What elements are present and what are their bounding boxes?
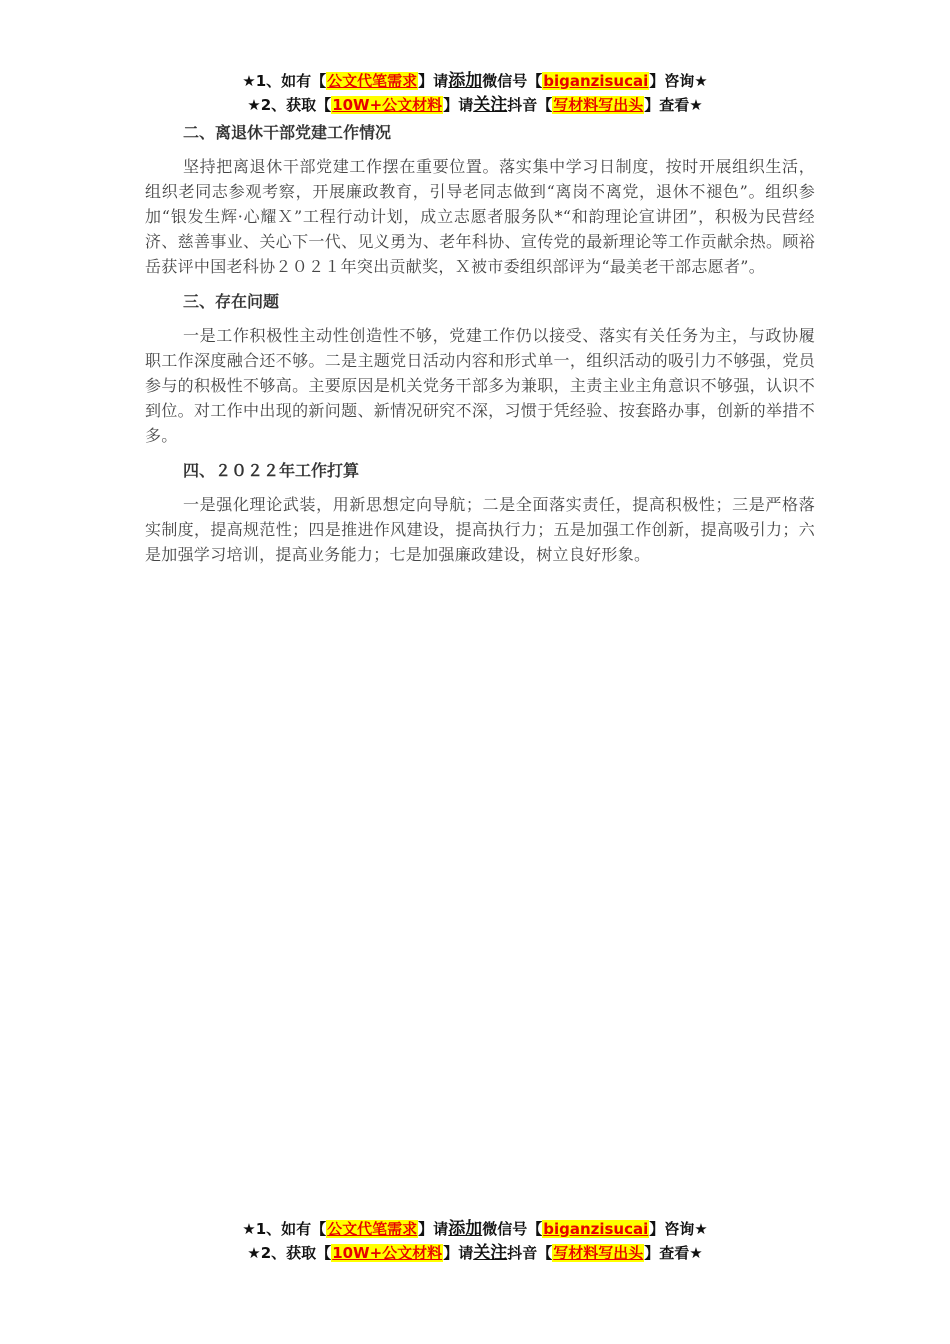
- section-paragraph: 坚持把离退休干部党建工作摆在重要位置。落实集中学习日制度，按时开展组织生活，组织老同志参观考察，开展廉政教育，引导老同志做到“离岗不离党，退休不褪色”。组织参加“银发生辉·心耀Ｘ”工程行动计划，成立志愿者服务队*“和韵理论宣讲团”，积极为民营经济、慈善事业、关心下一代、见义勇为、老年科协、宣传党的最新理论等工作贡献余热。顾裕岳获评中国老科协２０２１年突出贡献奖，Ｘ被市委组织部评为“最美老干部志愿者”。: [145, 157, 815, 276]
- bottom-banner: [0, 1217, 950, 1265]
- section-paragraph: 一是强化理论武装，用新思想定向导航；二是全面落实责任，提高积极性；三是严格落实制度，提高规范性；四是推进作风建设，提高执行力；五是加强工作创新，提高吸引力；六是加强学习培训，提高业务能力；七是加强廉政建设，树立良好形象。: [145, 495, 815, 564]
- banner-highlight: 公文代笔需求: [327, 1220, 418, 1238]
- banner-highlight: biganzisucai: [543, 72, 649, 90]
- banner-text: 】咨询★: [649, 72, 708, 90]
- section-heading: 三、存在问题: [183, 292, 280, 311]
- banner-emphasis: 添加: [448, 1219, 483, 1239]
- banner-text: 】咨询★: [649, 1220, 708, 1238]
- banner-text: ★1、如有【: [242, 72, 327, 90]
- banner-text: 抖音【: [507, 1244, 553, 1262]
- banner-highlight: 写材料写出头: [553, 96, 644, 114]
- top-banner: [0, 69, 950, 117]
- banner-text: 微信号【: [482, 72, 543, 90]
- banner-highlight: 10W+公文材料: [332, 1244, 443, 1262]
- banner-text: 】请: [443, 96, 474, 114]
- banner-line-2: [0, 93, 950, 117]
- banner-text: 】查看★: [644, 1244, 703, 1262]
- banner-text: ★2、获取【: [247, 96, 332, 114]
- section-paragraph: 一是工作积极性主动性创造性不够，党建工作仍以接受、落实有关任务为主，与政协履职工作深度融合还不够。二是主题党日活动内容和形式单一，组织活动的吸引力不够强，党员参与的积极性不够高。主要原因是机关党务干部多为兼职，主责主业主角意识不够强，认识不到位。对工作中出现的新问题、新情况研究不深，习惯于凭经验、按套路办事，创新的举措不多。: [145, 326, 815, 445]
- banner-text: 抖音【: [507, 96, 553, 114]
- banner-line-2: [0, 1241, 950, 1265]
- section-heading: 二、离退休干部党建工作情况: [183, 123, 392, 142]
- banner-line-1: [0, 69, 950, 93]
- banner-text: ★1、如有【: [242, 1220, 327, 1238]
- banner-emphasis: 关注: [473, 95, 508, 115]
- banner-text: 】请: [418, 1220, 449, 1238]
- banner-line-1: [0, 1217, 950, 1241]
- banner-highlight: biganzisucai: [543, 1220, 649, 1238]
- banner-text: ★2、获取【: [247, 1244, 332, 1262]
- banner-emphasis: 关注: [473, 1243, 508, 1263]
- banner-text: 】查看★: [644, 96, 703, 114]
- banner-highlight: 写材料写出头: [553, 1244, 644, 1262]
- banner-text: 】请: [443, 1244, 474, 1262]
- banner-highlight: 公文代笔需求: [327, 72, 418, 90]
- banner-text: 】请: [418, 72, 449, 90]
- document-body: [145, 118, 815, 575]
- banner-highlight: 10W+公文材料: [332, 96, 443, 114]
- section-heading: 四、２０２２年工作打算: [183, 461, 360, 480]
- banner-text: 微信号【: [482, 1220, 543, 1238]
- banner-emphasis: 添加: [448, 71, 483, 91]
